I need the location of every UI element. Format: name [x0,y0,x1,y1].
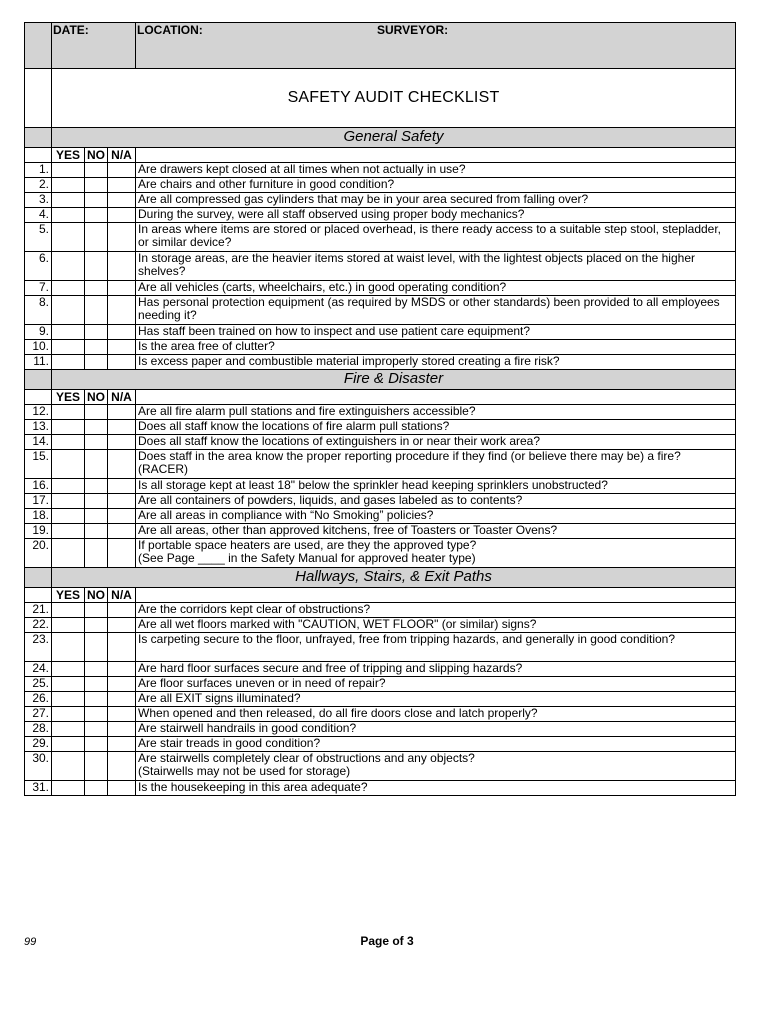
question-text: Are all compressed gas cylinders that may be in your area secured from falling over? [138,192,589,206]
item-number: 27. [25,707,52,722]
na-checkbox-cell[interactable] [108,633,136,662]
section-title: Hallways, Stairs, & Exit Paths [52,568,736,588]
checklist-table [24,22,736,796]
question-cell [136,752,736,781]
na-checkbox-cell[interactable] [108,281,136,296]
question-cell [136,208,736,223]
item-number: 26. [25,692,52,707]
question-note: (See Page ____ in the Safety Manual for approved heater type) [138,550,476,565]
section-spacer [25,568,52,588]
na-checkbox-cell[interactable] [108,296,136,325]
surveyor-label: SURVEYOR: [377,23,449,37]
date-field[interactable]: DATE: [52,23,136,69]
question-text: Are all fire alarm pull stations and fire extinguishers accessible? [138,404,476,418]
item-number: 28. [25,722,52,737]
item-number: 15. [25,450,52,479]
yes-checkbox-cell[interactable] [52,737,85,752]
na-checkbox-cell[interactable] [108,539,136,568]
no-checkbox-cell[interactable] [85,752,108,781]
yes-checkbox-cell[interactable] [52,662,85,677]
page-title: SAFETY AUDIT CHECKLIST [52,69,736,128]
na-checkbox-cell[interactable] [108,223,136,252]
no-checkbox-cell[interactable] [85,618,108,633]
no-checkbox-cell[interactable] [85,296,108,325]
no-checkbox-cell[interactable] [85,524,108,539]
no-header: NO [85,148,108,163]
na-checkbox-cell[interactable] [108,677,136,692]
question-header [136,390,736,405]
question-cell [136,781,736,796]
na-checkbox-cell[interactable] [108,193,136,208]
yes-checkbox-cell[interactable] [52,193,85,208]
question-text: Are all areas, other than approved kitchens, free of Toasters or Toaster Ovens? [138,523,558,537]
yes-checkbox-cell[interactable] [52,781,85,796]
no-checkbox-cell[interactable] [85,737,108,752]
yes-checkbox-cell[interactable] [52,223,85,252]
question-cell [136,692,736,707]
question-text: Does staff in the area know the proper reporting procedure if they find (or believe there may be) a fire? (RACER) [138,449,681,476]
no-checkbox-cell[interactable] [85,707,108,722]
checklist-row [25,618,736,633]
question-text: In areas where items are stored or placed overhead, is there ready access to a suitable step stool, stepladder, or similar device? [138,222,722,249]
yes-checkbox-cell[interactable] [52,707,85,722]
na-checkbox-cell[interactable] [108,252,136,281]
na-checkbox-cell[interactable] [108,737,136,752]
na-checkbox-cell[interactable] [108,479,136,494]
question-text: Does all staff know the locations of extinguishers in or near their work area? [138,434,541,448]
yes-checkbox-cell[interactable] [52,340,85,355]
yes-checkbox-cell[interactable] [52,163,85,178]
no-checkbox-cell[interactable] [85,722,108,737]
question-text: Is carpeting secure to the floor, unfrayed, free from tripping hazards, and generally in good condition? [138,632,676,646]
item-number: 2. [25,178,52,193]
item-number: 12. [25,405,52,420]
no-checkbox-cell[interactable] [85,325,108,340]
yes-checkbox-cell[interactable] [52,752,85,781]
na-checkbox-cell[interactable] [108,692,136,707]
question-text: Does all staff know the locations of fire alarm pull stations? [138,419,450,433]
na-header: N/A [108,588,136,603]
checklist-row [25,435,736,450]
yes-checkbox-cell[interactable] [52,281,85,296]
na-checkbox-cell[interactable] [108,662,136,677]
no-checkbox-cell[interactable] [85,633,108,662]
checklist-row [25,163,736,178]
checklist-row [25,405,736,420]
checklist-row [25,420,736,435]
question-text: Are all areas in compliance with “No Smoking” policies? [138,508,434,522]
question-cell [136,737,736,752]
question-cell [136,450,736,479]
checklist-row [25,633,736,662]
title-row [25,69,736,128]
item-number: 7. [25,281,52,296]
item-number: 20. [25,539,52,568]
question-text: Are stair treads in good condition? [138,736,321,750]
header-row [25,23,736,69]
question-cell [136,509,736,524]
yes-checkbox-cell[interactable] [52,450,85,479]
checklist-row [25,662,736,677]
yes-checkbox-cell[interactable] [52,355,85,370]
na-header: N/A [108,148,136,163]
question-cell [136,340,736,355]
question-cell [136,603,736,618]
na-checkbox-cell[interactable] [108,450,136,479]
na-checkbox-cell[interactable] [108,340,136,355]
na-checkbox-cell[interactable] [108,435,136,450]
no-checkbox-cell[interactable] [85,208,108,223]
na-checkbox-cell[interactable] [108,208,136,223]
item-number: 10. [25,340,52,355]
checklist-row [25,479,736,494]
no-checkbox-cell[interactable] [85,677,108,692]
question-cell [136,405,736,420]
question-cell [136,355,736,370]
question-cell [136,662,736,677]
section-title: Fire & Disaster [52,370,736,390]
question-text: When opened and then released, do all fire doors close and latch properly? [138,706,538,720]
question-cell [136,193,736,208]
na-header: N/A [108,390,136,405]
question-text: Has personal protection equipment (as required by MSDS or other standards) been provided to all employees needing it? [138,295,720,322]
no-checkbox-cell[interactable] [85,281,108,296]
item-number: 17. [25,494,52,509]
yes-checkbox-cell[interactable] [52,509,85,524]
question-text: Are hard floor surfaces secure and free of tripping and slipping hazards? [138,661,523,675]
yes-checkbox-cell[interactable] [52,692,85,707]
footer-left-number: 99 [24,936,37,948]
item-number: 1. [25,163,52,178]
section-header-row [25,370,736,390]
na-checkbox-cell[interactable] [108,707,136,722]
section-spacer [25,128,52,148]
no-checkbox-cell[interactable] [85,163,108,178]
section-header-row [25,128,736,148]
question-cell [136,223,736,252]
question-cell [136,494,736,509]
question-cell [136,539,736,568]
item-number: 24. [25,662,52,677]
item-number: 30. [25,752,52,781]
checklist-row [25,692,736,707]
no-checkbox-cell[interactable] [85,178,108,193]
item-number: 4. [25,208,52,223]
column-header-row [25,588,736,603]
question-text: Are all EXIT signs illuminated? [138,691,301,705]
column-header-row [25,148,736,163]
checklist-row [25,296,736,325]
item-number: 18. [25,509,52,524]
item-number: 3. [25,193,52,208]
item-number: 25. [25,677,52,692]
question-cell [136,677,736,692]
checklist-row [25,494,736,509]
question-text: Are chairs and other furniture in good condition? [138,177,395,191]
checklist-row [25,450,736,479]
question-text: Are all vehicles (carts, wheelchairs, etc.) in good operating condition? [138,280,507,294]
na-checkbox-cell[interactable] [108,603,136,618]
item-number: 19. [25,524,52,539]
na-checkbox-cell[interactable] [108,494,136,509]
item-number: 16. [25,479,52,494]
column-spacer [25,148,52,163]
question-text: Are all containers of powders, liquids, and gases labeled as to contents? [138,493,523,507]
checklist-row [25,193,736,208]
section-title: General Safety [52,128,736,148]
no-checkbox-cell[interactable] [85,420,108,435]
question-text: Are floor surfaces uneven or in need of repair? [138,676,386,690]
question-cell [136,722,736,737]
question-cell [136,325,736,340]
question-cell [136,281,736,296]
question-text: If portable space heaters are used, are they the approved type? [138,538,477,552]
checklist-row [25,223,736,252]
question-cell [136,163,736,178]
question-header [136,148,736,163]
yes-checkbox-cell[interactable] [52,252,85,281]
yes-header: YES [52,588,85,603]
item-number: 23. [25,633,52,662]
item-number: 21. [25,603,52,618]
yes-checkbox-cell[interactable] [52,479,85,494]
yes-checkbox-cell[interactable] [52,524,85,539]
checklist-row [25,722,736,737]
checklist-row [25,340,736,355]
question-note: (Stairwells may not be used for storage) [138,763,351,778]
no-checkbox-cell[interactable] [85,509,108,524]
no-header: NO [85,390,108,405]
no-checkbox-cell[interactable] [85,193,108,208]
na-checkbox-cell[interactable] [108,509,136,524]
checklist-row [25,355,736,370]
item-number: 11. [25,355,52,370]
yes-checkbox-cell[interactable] [52,405,85,420]
yes-header: YES [52,390,85,405]
question-cell [136,479,736,494]
location-surveyor-field[interactable] [136,23,736,69]
question-text: Is the area free of clutter? [138,339,275,353]
item-number: 31. [25,781,52,796]
item-number: 6. [25,252,52,281]
checklist-row [25,737,736,752]
checklist-row [25,539,736,568]
na-checkbox-cell[interactable] [108,752,136,781]
checklist-row [25,603,736,618]
item-number: 22. [25,618,52,633]
na-checkbox-cell[interactable] [108,722,136,737]
item-number: 29. [25,737,52,752]
no-checkbox-cell[interactable] [85,662,108,677]
yes-checkbox-cell[interactable] [52,722,85,737]
page-number: Page of 3 [360,934,414,948]
question-text: Are drawers kept closed at all times when not actually in use? [138,162,466,176]
no-checkbox-cell[interactable] [85,340,108,355]
yes-checkbox-cell[interactable] [52,494,85,509]
question-text: During the survey, were all staff observed using proper body mechanics? [138,207,525,221]
no-checkbox-cell[interactable] [85,252,108,281]
no-checkbox-cell[interactable] [85,223,108,252]
checklist-row [25,509,736,524]
item-number: 8. [25,296,52,325]
question-cell [136,707,736,722]
question-cell [136,618,736,633]
question-cell [136,252,736,281]
no-checkbox-cell[interactable] [85,479,108,494]
na-checkbox-cell[interactable] [108,178,136,193]
question-text: Are all wet floors marked with "CAUTION, WET FLOOR" (or similar) signs? [138,617,537,631]
item-number: 13. [25,420,52,435]
question-cell [136,633,736,662]
question-text: Are stairwells completely clear of obstructions and any objects? [138,751,475,765]
question-cell [136,435,736,450]
checklist-row [25,677,736,692]
checklist-document [24,22,735,796]
yes-checkbox-cell[interactable] [52,178,85,193]
location-label: LOCATION: [137,23,203,37]
no-checkbox-cell[interactable] [85,539,108,568]
item-number: 14. [25,435,52,450]
yes-checkbox-cell[interactable] [52,677,85,692]
item-number: 9. [25,325,52,340]
section-spacer [25,370,52,390]
yes-checkbox-cell[interactable] [52,420,85,435]
question-text: Are the corridors kept clear of obstructions? [138,602,371,616]
checklist-row [25,707,736,722]
question-cell [136,296,736,325]
yes-checkbox-cell[interactable] [52,325,85,340]
yes-checkbox-cell[interactable] [52,603,85,618]
question-text: Is excess paper and combustible material improperly stored creating a fire risk? [138,354,560,368]
yes-checkbox-cell[interactable] [52,435,85,450]
na-checkbox-cell[interactable] [108,355,136,370]
checklist-row [25,208,736,223]
checklist-row [25,752,736,781]
no-checkbox-cell[interactable] [85,692,108,707]
no-checkbox-cell[interactable] [85,355,108,370]
checklist-row [25,781,736,796]
yes-checkbox-cell[interactable] [52,539,85,568]
yes-checkbox-cell[interactable] [52,618,85,633]
na-checkbox-cell[interactable] [108,524,136,539]
question-text: Is the housekeeping in this area adequate? [138,780,368,794]
yes-checkbox-cell[interactable] [52,208,85,223]
yes-checkbox-cell[interactable] [52,296,85,325]
no-checkbox-cell[interactable] [85,781,108,796]
question-text: Is all storage kept at least 18" below the sprinkler head keeping sprinklers unobstructed? [138,478,608,492]
checklist-row [25,524,736,539]
checklist-row [25,281,736,296]
no-checkbox-cell[interactable] [85,603,108,618]
checklist-row [25,252,736,281]
section-header-row [25,568,736,588]
question-text: Has staff been trained on how to inspect and use patient care equipment? [138,324,531,338]
question-cell [136,420,736,435]
column-spacer [25,390,52,405]
column-spacer [25,588,52,603]
na-checkbox-cell[interactable] [108,420,136,435]
checklist-row [25,325,736,340]
na-checkbox-cell[interactable] [108,325,136,340]
question-cell [136,524,736,539]
yes-header: YES [52,148,85,163]
no-header: NO [85,588,108,603]
header-spacer [25,23,52,69]
na-checkbox-cell[interactable] [108,618,136,633]
no-checkbox-cell[interactable] [85,405,108,420]
question-cell [136,178,736,193]
column-header-row [25,390,736,405]
question-header [136,588,736,603]
question-text: Are stairwell handrails in good condition? [138,721,357,735]
no-checkbox-cell[interactable] [85,450,108,479]
na-checkbox-cell[interactable] [108,163,136,178]
no-checkbox-cell[interactable] [85,494,108,509]
yes-checkbox-cell[interactable] [52,633,85,662]
question-text: In storage areas, are the heavier items stored at waist level, with the lightest objects placed on the higher shelves? [138,251,695,278]
title-spacer [25,69,52,128]
checklist-row [25,178,736,193]
item-number: 5. [25,223,52,252]
na-checkbox-cell[interactable] [108,405,136,420]
na-checkbox-cell[interactable] [108,781,136,796]
no-checkbox-cell[interactable] [85,435,108,450]
